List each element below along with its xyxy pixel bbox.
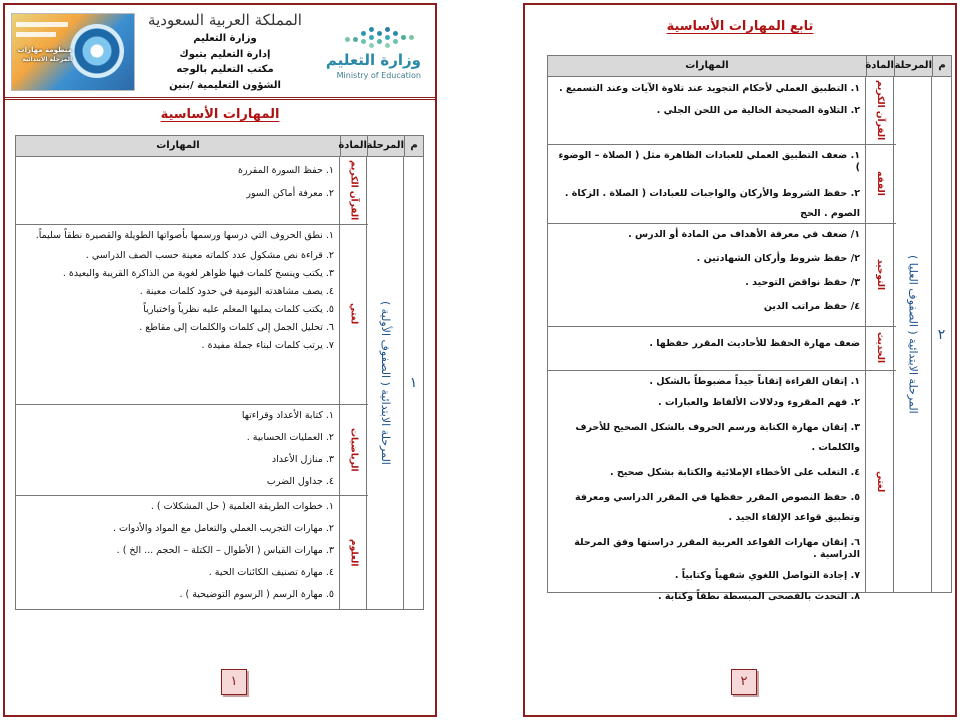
- subject-cell: [340, 404, 367, 495]
- skill-item: ٤. التغلب على الأخطاء الإملائية والكتابة بشكل صحيح .: [610, 467, 860, 478]
- col-header-num: م: [932, 56, 951, 76]
- ministry-logo: [301, 25, 427, 85]
- skills-cell: [548, 144, 866, 223]
- right-page: [523, 3, 957, 717]
- skill-item: ١/ ضعف في معرفة الأهداف من المادة أو الدرس .: [628, 229, 860, 240]
- kingdom-title: المملكة العربية السعودية: [148, 11, 302, 29]
- col-header-stage: المرحلة: [894, 56, 932, 76]
- col-header-skills: المهارات: [685, 60, 729, 71]
- skills-cell: [18, 404, 340, 495]
- skill-item: ٣. منازل الأعداد: [271, 454, 334, 465]
- admin-line: وزارة التعليم: [193, 33, 257, 44]
- admin-line: الشؤون التعليمية /بنين: [169, 79, 281, 91]
- skill-item: ٣. يكتب وينسخ كلمات فيها ظواهر لغوية من الذاكرة القريبة والبعيدة .: [62, 268, 334, 279]
- cover-image: [11, 13, 135, 91]
- subject-cell: [340, 495, 367, 610]
- subject-cell: [866, 144, 894, 223]
- subject-cell: [866, 223, 894, 326]
- admin-line: مكتب التعليم بالوجه: [176, 64, 274, 75]
- cover-subcaption: المرحلة الابتدائية: [22, 56, 72, 63]
- col-header-subject: المادة: [340, 136, 367, 156]
- skill-item: ١. كتابة الأعداد وقراءتها: [241, 410, 334, 421]
- skills-cell: [548, 77, 866, 144]
- skill-item: ٤. مهارة تصنيف الكائنات الحية .: [208, 567, 334, 578]
- skill-item: ٢. معرفة أماكن السور: [246, 188, 334, 199]
- subject-cell: [866, 326, 894, 370]
- row-number: ١: [409, 375, 418, 391]
- table-body: [547, 77, 952, 602]
- cover-bar: [16, 32, 56, 37]
- skill-item: ٦. إتقان مهارات القواعد العربية المقرر دراستها وفق المرحلة الدراسية .: [574, 537, 860, 560]
- skills-table: [547, 55, 952, 602]
- skills-cell: [548, 223, 866, 326]
- skill-item: ٣/ حفظ نواقض التوحيد .: [745, 277, 860, 288]
- skill-item: ١. حفظ السورة المقررة: [237, 165, 334, 176]
- ministry-name-en: Ministry of Education: [336, 71, 421, 80]
- col-header-num: م: [404, 136, 423, 156]
- stage-label: المرحلة الابتدائية ( الصفوف الأولية ): [379, 301, 392, 465]
- skill-item: ٢. فهم المقروء ودلالات الألفاظ والعبارات .: [658, 397, 860, 408]
- subject-label: الفقه: [875, 171, 885, 196]
- subject-group: [548, 370, 951, 602]
- subject-cell: [340, 157, 367, 224]
- admin-line: إدارة التعليم بتبوك: [179, 48, 271, 60]
- table-header: [547, 55, 952, 77]
- table-body: [15, 157, 424, 610]
- page-number-badge: ٢: [731, 669, 757, 695]
- skill-item: ٢/ حفظ شروط وأركان الشهادتين .: [696, 253, 860, 264]
- subject-cell: [866, 77, 894, 144]
- subject-label: القرآن الكريم: [875, 80, 885, 141]
- skill-item: ١. نطق الحروف التي درسها ورسمها بأصواتها الطويلة والقصيرة نطقاً سليماً.: [35, 230, 334, 241]
- subject-group: [16, 224, 423, 404]
- skill-item: ٤/ حفظ مراتب الدين: [763, 301, 860, 312]
- skill-item: ١. إتقان القراءة إتقاناً جيداً مضبوطاً بالشكل .: [649, 376, 860, 387]
- skill-item: ٢. قراءة نص مشكول عدد كلماته معينة حسب الصف الدراسي .: [85, 250, 334, 261]
- subject-cell: [866, 370, 894, 593]
- skills-cell: [18, 157, 340, 224]
- stage-label: المرحلة الابتدائية ( الصفوف العليا ): [906, 255, 920, 414]
- subject-label: الرياضيات: [348, 427, 359, 472]
- subject-label: القرآن الكريم: [348, 160, 359, 221]
- logo-dots-icon: [345, 25, 423, 51]
- left-page-header: [5, 5, 435, 97]
- skill-item: ٢. حفظ الشروط والأركان والواجبات للعبادات ( الصلاة . الزكاة . الصوم . الحج: [564, 188, 860, 219]
- page-title: تابع المهارات الأساسية: [666, 19, 814, 34]
- page-number-badge: ١: [221, 669, 247, 695]
- skill-item: ٦. تحليل الجمل إلى كلمات والكلمات إلى مقاطع .: [139, 322, 334, 333]
- skills-cell: [548, 370, 866, 602]
- left-page: [3, 3, 437, 717]
- subject-label: الحديث: [875, 332, 885, 364]
- skill-item: ٥. حفظ النصوص المقرر حفظها في المقرر الدراسي ومعرفة وتطبيق قواعد الإلقاء الجيد .: [575, 492, 860, 523]
- subject-group: [16, 495, 423, 610]
- skill-item: ١. خطوات الطريقة العلمية ( حل المشكلات ) .: [150, 501, 334, 512]
- skill-item: ٤. جداول الضرب: [266, 476, 334, 487]
- skill-item: ٥. يكتب كلمات يمليها المعلم عليه نظرياً واختبارياً: [143, 304, 334, 315]
- col-header-subject: المادة: [866, 56, 894, 76]
- ministry-name-ar: وزارة التعليم: [325, 51, 421, 69]
- subject-label: العلوم: [348, 538, 359, 567]
- skills-cell: [18, 495, 340, 610]
- subject-label: لغتي: [348, 303, 359, 325]
- skill-item: ١. التطبيق العملي لأحكام التجويد عند تلاوة الآيات وعند التسميع .: [559, 83, 860, 94]
- skill-item: ضعف مهارة الحفظ للأحاديث المقرر حفظها .: [649, 338, 860, 349]
- skills-cell: [18, 224, 340, 404]
- col-header-skills: المهارات: [156, 140, 200, 151]
- subject-group: [548, 77, 951, 144]
- page-title: المهارات الأساسية: [160, 107, 280, 122]
- skill-item: ٣. إتقان مهارة الكتابة ورسم الحروف بالشكل الصحيح للأحرف والكلمات .: [575, 422, 860, 453]
- skill-item: ٣. مهارات القياس ( الأطوال – الكتلة – الحجم ... الخ ) .: [116, 545, 334, 556]
- cd-disc-graphic: [70, 24, 124, 78]
- subject-group: [548, 223, 951, 326]
- subject-label: لغتي: [875, 470, 885, 493]
- cover-caption: منظومة مهارات: [17, 46, 72, 54]
- table-header: [15, 135, 424, 157]
- skill-item: ٧. إجادة التواصل اللغوي شفهياً وكتابياً .: [674, 570, 860, 581]
- skill-item: ٧. يرتب كلمات لبناء جملة مفيدة .: [201, 340, 334, 351]
- row-number: ٢: [937, 326, 946, 343]
- subject-label: التوحيد: [875, 258, 885, 291]
- subject-group: [16, 404, 423, 495]
- skill-item: ٤. يصف مشاهدته اليومية في حدود كلمات معينة .: [139, 286, 334, 297]
- subject-cell: [340, 224, 367, 404]
- skill-item: ٢. مهارات التجريب العملي والتعامل مع المواد والأدوات .: [112, 523, 334, 534]
- skill-item: ٥. مهارة الرسم ( الرسوم التوضيحية ) .: [179, 589, 334, 600]
- skill-item: ٢. العمليات الحسابية .: [246, 432, 334, 443]
- subject-group: [16, 157, 423, 224]
- skill-item: ٢. التلاوة الصحيحة الخالية من اللحن الجلي .: [656, 105, 860, 116]
- subject-group: [548, 326, 951, 370]
- cover-bar: [16, 22, 68, 27]
- skills-cell: [548, 326, 866, 370]
- skill-item: ٨. التحدث بالفصحى المبسطة نطقاً وكتابة .: [658, 591, 860, 602]
- col-header-stage: المرحلة: [367, 136, 404, 156]
- skills-table: [15, 135, 424, 610]
- administration-block: [145, 11, 305, 93]
- header-divider: [5, 97, 435, 100]
- skill-item: ١. ضعف التطبيق العملي للعبادات الظاهرة مثل ( الصلاة – الوضوء ): [558, 150, 860, 173]
- subject-group: [548, 144, 951, 223]
